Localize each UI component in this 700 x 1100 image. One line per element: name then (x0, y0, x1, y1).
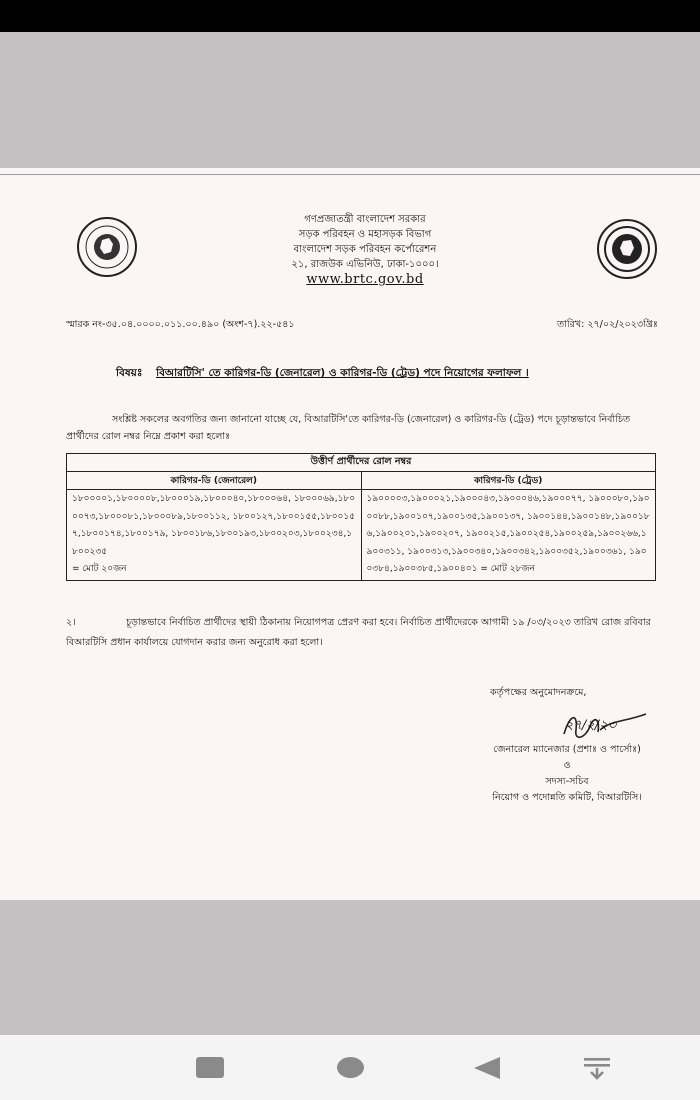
general-total: = মোট ২০জন (72, 564, 127, 574)
signatory-block (462, 742, 672, 806)
signatory-title: জেনারেল ম্যানেজার (প্রশাঃ ও পার্সোঃ) (493, 744, 641, 755)
brtc-seal-icon (596, 218, 658, 280)
signatory-and: ও (563, 760, 571, 771)
subject-text: বিআরটিসি' তে কারিগর-ডি (জেনারেল) ও কারিগর-ডি (ট্রেড) পদে নিয়োগের ফলাফল । (156, 367, 529, 379)
status-bar (0, 0, 700, 32)
trade-total: = মোট ২৮জন (480, 564, 535, 574)
signature-date: ২৭/২/২৩ (565, 718, 617, 733)
approval-note: কর্তৃপক্ষের অনুমোদনক্রমে, (490, 687, 587, 698)
column-header-trade: কারিগর-ডি (ট্রেড) (361, 472, 656, 490)
subject-line (116, 366, 529, 383)
viewer-background-top (0, 32, 700, 168)
letterhead-line-1: গণপ্রজাতন্ত্রী বাংলাদেশ সরকার (304, 214, 426, 225)
trade-rolls-cell (361, 490, 656, 581)
back-icon[interactable] (474, 1057, 500, 1079)
general-rolls-cell (67, 490, 362, 581)
table-title: উত্তীর্ণ প্রার্থীদের রোল নম্বর (67, 454, 656, 472)
paragraph-1: সংশ্লিষ্ট সকলের অবগতির জন্য জানানো যাচ্ছে যে, বিআরটিসি'তে কারিগর-ডি (জেনারেল) ও কারিগর-ডি (ট্রেড) পদে চূড়ান্তভাবে নির্বাচিত প্রার্থীদের রোল নম্বর নিম্নে প্রকাশ করা হলোঃ (66, 414, 631, 442)
letterhead-line-2: সড়ক পরিবহন ও মহাসড়ক বিভাগ (298, 229, 432, 240)
results-table (66, 453, 656, 581)
letterhead (200, 212, 530, 287)
document-page (0, 168, 700, 900)
trade-roll-list: ১৯০০০০৩,১৯০০০২১,১৯০০০৪৩,১৯০০০৪৬,১৯০০০৭৭, ১৯০০০৮০,১৯০০০৮৮,১৯০০১০৭,১৯০০১৩৫,১৯০০১৩৭, ১৯০০১৪৪,১৯০০১৪৮,১৯০০১৮৬,১৯০০২০১,১৯০০২০৭, ১৯০০২১৫,১৯০০২৫৪,১৯০০২৫৯,১৯০০২৬৬,১৯০০৩১১, ১৯০০৩১৩,১৯০০৩৪০,১৯০০৩৪২,১৯০০৩৫২,১৯০০৩৬১, ১৯০০৩৮৪,১৯০০৩৮৫,১৯০০৪০১ (366, 494, 650, 574)
letterhead-line-3: বাংলাদেশ সড়ক পরিবহন কর্পোরেশন (293, 244, 437, 255)
viewer-background-bottom (0, 900, 700, 1035)
paragraph-2 (66, 613, 656, 653)
paragraph-2-text: চূড়ান্তভাবে নির্বাচিত প্রার্থীদের স্থায়ী ঠিকানায় নিয়োগপত্র প্রেরণ করা হবে। নির্বাচিত প্রার্থীদেরকে আগামী ১৯ /০৩/২০২৩ তারিখ রোজ রবিবার বিআরটিসি প্রধান কার্যালয়ে যোগদান করার জন্য অনুরোধ করা হলো। (66, 617, 651, 648)
home-icon[interactable] (337, 1057, 364, 1078)
notification-pulldown-icon[interactable] (583, 1057, 611, 1081)
letterhead-line-4: ২১, রাজউক এভিনিউ, ঢাকা-১০০০। (291, 259, 439, 270)
column-header-general: কারিগর-ডি (জেনারেল) (67, 472, 362, 490)
general-roll-list: ১৮০০০০১,১৮০০০০৮,১৮০০০১৯,১৮০০০৪০,১৮০০০৬৪, ১৮০০০৬৯,১৮০০০৭৩,১৮০০০৮১,১৮০০০৮৯,১৮০০১১২, ১৮০০১২৭,১৮০০১৫৫,১৮০০১৫৭,১৮০০১৭৪,১৮০০১৭৯, ১৮০০১৮৬,১৮০০১৯৩,১৮০০২০৩,১৮০০২৩৪,১৮০০২৩৫ (72, 494, 356, 557)
page-edge-line (0, 174, 700, 175)
bangladesh-government-seal-icon (76, 216, 138, 278)
subject-label: বিষয়ঃ (116, 367, 143, 379)
signatory-committee: নিয়োগ ও পদোন্নতি কমিটি, বিআরটিসি। (492, 792, 642, 803)
memo-date: তারিখ: ২৭/০২/২০২৩খ্রিঃ (557, 319, 658, 330)
memo-number: স্মারক নং-৩৫.০৪.০০০০.০১১.০০.৪৯০ (অংশ-৭).২২-৫৪১ (66, 319, 295, 330)
recent-apps-icon[interactable] (196, 1057, 224, 1078)
signatory-role: সদস্য-সচিব (545, 776, 589, 787)
website-link[interactable]: www.brtc.gov.bd (306, 272, 424, 287)
paragraph-2-number: ২। (66, 617, 76, 628)
